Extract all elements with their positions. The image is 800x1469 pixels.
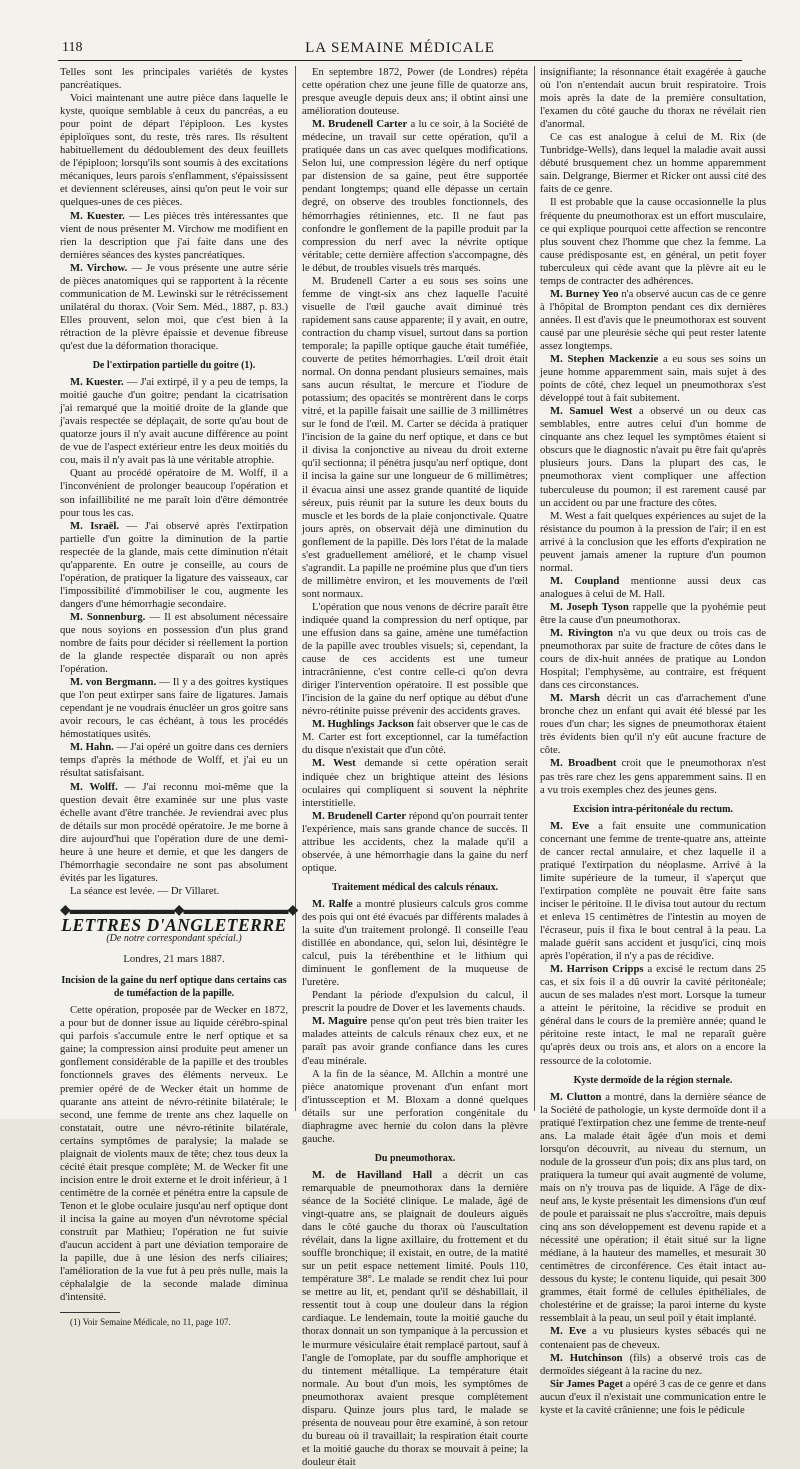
section-title: Du pneumothorax. xyxy=(374,1152,456,1164)
paragraph: Pendant la période d'expulsion du calcul, il prescrit la poudre de Dover et les lavements chauds. xyxy=(302,989,528,1015)
speaker-name: M. Maguire xyxy=(312,1015,368,1028)
paragraph: Ce cas est analogue à celui de M. Rix (de Tunbridge-Wells), dans lequel la maladie avait aussi débuté brusquement chez un homme apparemment sain. Delgrange, Biermer et Ricker ont aussi cité des faits de ce genre. xyxy=(540,131,766,196)
paragraph: insignifiante; la résonnance était exagérée à gauche où l'on n'entendait aucun bruit respiratoire. Trois mois après la date de la première consultation, l'examen du côté gauche du thorax ne révélait rien d'anormal. xyxy=(540,66,766,131)
paragraph-text: a montré, dans la dernière séance de la Société de pathologie, un kyste dermoïde dont il a pratiqué l'extirpation chez une femme de trente-neuf ans. La malade était âgée d'un mois et demi lorsqu'on découvrit, au niveau du sternum, un nodule de la grosseur d'un pois; dix ans plus tard, on pratiquera la tumeur qui avait augmenté de volume, mais on n'y trouva pas de liquide. A l'âge de dix-neuf ans, le kyste présentait les dimensions d'un œuf de poule et paraissait ne plus s'accroître, mais depuis cinq ans son développement est devenu rapide et a nécessité une opération; il était situé sur la ligne médiane, à la hauteur des mamelles, et mesurait 30 centimètres de circonférence. Ces était intact au-dessous du kyste; le contenu liquide, qui pesait 300 grammes, était formé de cellules épithéliales, de cholestérine et de graisse; la paroi interne du kyste ressemblait à la peau, un seul poil y était implanté. xyxy=(540,1090,767,1325)
speaker-name: M. Hutchinson xyxy=(550,1351,623,1364)
paragraph-text: — Je vous présente une autre série de pièces anatomiques qui se rapportent à la récente communication de M. Lewinski sur le rétrécissement unilatéral du thorax. (Voir Sem. Méd., 1887, p. 83.) Elles prouvent, selon moi, que c'est bien à la rétraction de la plèvre épaissie et devenue fibreuse qu'est due la déformation thoracique. xyxy=(60,261,289,352)
running-head-title: LA SEMAINE MÉDICALE xyxy=(305,40,495,56)
paragraph xyxy=(60,262,288,353)
speaker-name: M. Brudenell Carter xyxy=(312,809,407,822)
section-banner: LETTRES D'ANGLETERRE xyxy=(61,915,287,935)
paragraph xyxy=(302,757,528,809)
paragraph xyxy=(540,1325,766,1351)
header-rule xyxy=(58,60,742,61)
paragraph xyxy=(302,1015,528,1067)
paragraph: M. Brudenell Carter a eu sous ses soins une femme de vingt-six ans chez laquelle l'acuité visuelle de l'œil gauche avait diminué très rapidement sans cause apparente; il y avait, en outre, contraction du champ visuel, surtout dans sa portion temporale; la papille optique gauche était tuméfiée, couverte de petites hémorrhagies. L'œil droit était normal. On donna pendant plusieurs semaines, mais sans aucun résultat, le mercure et l'iodure de potassium; des opacités se montrèrent dans le corps vitré, et la papille faisait une saillie de 3 millimètres sur le fond de l'œil. M. Carter se décida à pratiquer l'incision de la gaine du nerf optique, et dans ce but il divisa la conjonctive au niveau du droit externe qu'il sectionna; il pénétra jusqu'au nerf optique, dont il incisa la gaine sur une longueur de 6 millimètres; il évacua ainsi une assez grande quantité de liquide séreux, puis réunit par la suture les deux bouts du muscle et les bords de la plaie conjonctivale. Quatre jours après, on observait déjà une diminution du gonflement de la papille. Dès lors l'état de la malade s'est graduellement amélioré, et le champ visuel s'agrandit. La papille ne proémine plus que d'un tiers de millimètre environ, et les mouvements de l'œil sont normaux. xyxy=(302,274,528,600)
speaker-name: M. Kuester. xyxy=(70,376,124,389)
paragraph xyxy=(540,601,766,627)
paragraph: Il est probable que la cause occasionnelle la plus fréquente du pneumothorax est un effort musculaire, ce qui explique pourquoi cette affection se rencontre plus souvent chez l'homme que chez la femme. La cause prédisposante est, en général, un petit foyer tuberculeux qui cède avant que la plèvre ait eu le temps de contracter des adhérences. xyxy=(540,196,766,287)
paragraph xyxy=(60,520,288,611)
speaker-name: M. Eve xyxy=(550,819,590,832)
speaker-name: M. Eve xyxy=(550,1325,587,1338)
dateline: Londres, 21 mars 1887. xyxy=(123,953,225,966)
paragraph-text: décrit un cas d'arrachement d'une bronche chez un enfant qui avait été blessé par les roues d'un char; les signes de pneumothorax étaient très évidents bien qu'il n'y eût aucune fracture de côte. xyxy=(540,692,766,757)
paragraph-text: — Il y a des goitres kystiques que l'on peut extirper sans faire de ligatures. Jamais cependant je ne voudrais énucléer un gros goitre sans avoir recours, le cas échéant, à tous les procédés hémostatiques usités. xyxy=(60,676,289,741)
speaker-name: M. Hughlings Jackson xyxy=(312,718,414,731)
column-3 xyxy=(540,66,767,1416)
section-title: Excision intra-péritonéale du rectum. xyxy=(573,803,733,815)
paragraph xyxy=(540,627,766,692)
paragraph xyxy=(302,810,528,875)
paragraph-text: a décrit un cas remarquable de pneumothorax dans la dernière séance de la Société clinique. Le malade, âgé de vingt-quatre ans, se plaignait de douleurs aiguës dans le côté gauche du thorax où l'auscultation révélait, dans la ligne axillaire, du frottement et du souffle bronchique; il existait, en outre, de la matité sur un petit espace nettement limité. Pouls 110, température 38°. Le malade se rendit chez lui pour se mettre au lit, et, pendant qu'il se déshabillait, il ressentit tout à coup une douleur dans la région cardiaque. Le lendemain, toute la moitié gauche du thorax donnait un son tympanique à la percussion et le murmure vésiculaire était remplacé partout, sauf à l'angle de l'omoplate, par du souffle amphorique et du tintement métallique. La température était normale. Au bout d'un mois, les symptômes de pneumothorax avaient presque complètement disparu. Quinze jours plus tard, le malade se présenta de nouveau pour être examiné, à son retour du bureau où il travaillait; la respiration était courte et la moitié gauche du thorax se mouvait à peine; la douleur était xyxy=(302,1168,529,1468)
paragraph xyxy=(60,781,288,885)
speaker-name: Sir James Paget xyxy=(550,1377,624,1390)
paragraph: Quant au procédé opératoire de M. Wolff, il a l'inconvénient de prolonger beaucoup l'opération et son infaillibilité ne me paraît loin d'être démontrée pour tous les cas. xyxy=(60,467,288,519)
paragraph-text: a eu sous ses soins un jeune homme apparemment sain, mais sujet à des points de côté, chez lequel un pneumothorax s'est développé tout à fait subitement. xyxy=(540,353,767,405)
speaker-name: M. Coupland xyxy=(550,574,620,587)
paragraph xyxy=(60,611,288,676)
column-2 xyxy=(302,66,529,1468)
paragraph-text: a opéré 3 cas de ce genre et dans aucun d'eux il n'existait une communication entre le kyste et la cavité crânienne; une fois le pédicule xyxy=(540,1377,766,1416)
speaker-name: M. Ralfe xyxy=(312,897,353,910)
speaker-name: M. Virchow. xyxy=(70,261,128,274)
paragraph-text: a observé un ou deux cas semblables, entre autres celui d'un homme de cinquante ans chez lequel les symptômes étaient si obscurs que le diagnostic n'avait pu être fait qu'après plusieurs jours. Dans la plupart des cas, le pneumothorax vient compliquer une affection tuberculeuse du poumon; il est rarement causé par un accident ou par une fracture des côtes. xyxy=(540,405,766,509)
speaker-name: M. Joseph Tyson xyxy=(550,600,629,613)
paragraph-text: n'a vu que deux ou trois cas de pneumothorax par suite de fracture de côtes dans le cours de dix-huit années de pratique au London Hospital; l'emphysème, au contraire, est fréquent dans ces circonstances. xyxy=(540,627,766,692)
paragraph-text: (fils) a observé trois cas de dermoïdes siégeant à la racine du nez. xyxy=(540,1351,766,1377)
ornamental-divider: ◆▬▬▬▬▬▬▬▬◆▬▬▬▬▬▬▬▬◆ xyxy=(60,902,298,918)
speaker-name: M. Sonnenburg. xyxy=(70,610,146,623)
speaker-name: M. Harrison Cripps xyxy=(550,963,644,976)
paragraph xyxy=(540,353,766,405)
column-rule-2 xyxy=(534,66,535,1111)
speaker-name: M. Brudenell Carter xyxy=(312,118,408,131)
paragraph xyxy=(540,1352,766,1378)
speaker-name: M. West xyxy=(312,757,356,770)
paragraph-text: a montré plusieurs calculs gros comme des pois qui ont été évacués par différents malades à la suite d'un traitement prolongé. Il conseille l'eau distillée en abondance, qui, selon lui, désintègre le calcul, puis la térébenthine et le lithium qui diminuent le gonflement de la muqueuse de l'uretère. xyxy=(302,897,529,989)
paragraph-text: rappelle que la pyohémie peut être la cause d'un pneumothorax. xyxy=(540,600,767,626)
speaker-name: M. Wolff. xyxy=(70,780,118,793)
paragraph-text: — Il est absolument nécessaire que nous soyions en possession d'un plus grand nombre de faits pour décider si réellement la portion de la glande respectée disparaît ou non après l'opération. xyxy=(60,610,288,676)
speaker-name: M. von Bergmann. xyxy=(70,676,157,689)
paragraph-text: a vu plusieurs kystes sébacés qui ne contenaient pas de cheveux. xyxy=(540,1325,767,1351)
paragraph xyxy=(60,676,288,741)
paragraph: M. West a fait quelques expériences au sujet de la résistance du poumon à la pression de l'air; il en est arrivé à la conclusion que les efforts d'expiration ne peuvent jamais amener la rupture d'un poumon normal. xyxy=(540,509,766,574)
paragraph xyxy=(60,376,288,467)
speaker-name: M. Clutton xyxy=(550,1090,602,1103)
speaker-name: M. Hahn. xyxy=(70,741,114,754)
paragraph xyxy=(540,692,766,757)
speaker-name: M. Rivington xyxy=(550,627,613,640)
paragraph-text: répond qu'on pourrait tenter l'expérience, mais sans grande chance de succès. Il attribue les accidents, chez la malade qu'il a observée, à une hémorrhagie dans la gaine du nerf optique. xyxy=(302,809,529,874)
column-1 xyxy=(60,66,298,1328)
paragraph xyxy=(302,118,528,275)
paragraph-text: — Les pièces très intéressantes que vient de nous présenter M. Virchow me modifient en rien la description que j'ai faite dans une des dernières séances des kystes pancréatiques. xyxy=(60,209,289,261)
paragraph xyxy=(302,898,528,989)
paragraph-text: a lu ce soir, à la Société de médecine, un travail sur cette opération, qu'il a pratiquée dans un cas avec quelques modifications. Selon lui, une compression légère du nerf optique par distension de sa gaine, peut être supportée pendant longtemps; quand elle dépasse un certain degré, on observe des troubles fonctionnels, des hémorrhagies rétiniennes, etc. Il ne faut pas confondre le gonflement de la papille produit par la compression du nerf avec la névrite optique véritable; cette dernière affection s'accompagne, dès le début, de troubles visuels très marqués. xyxy=(302,118,528,274)
paragraph-text: pense qu'on peut très bien traiter les malades atteints de calculs rénaux chez eux, et ne paraît pas avoir grande confiance dans les cures d'eau minérale. xyxy=(302,1015,528,1067)
paragraph xyxy=(540,288,766,353)
speaker-name: M. Israël. xyxy=(70,519,120,532)
paragraph-text: croit que le pneumothorax n'est pas très rare chez les gens apparemment sains. Il en a vu trois exemples chez des jeunes gens. xyxy=(540,757,766,796)
footnote: (1) Voir Semaine Médicale, no 11, page 107. xyxy=(70,1317,231,1328)
paragraph: A la fin de la séance, M. Allchin a montré une pièce anatomique provenant d'un enfant mort d'intussception et M. Bloxam a donné quelques détails sur une perforation congénitale du diaphragme avec hernie du colon dans la plèvre gauche. xyxy=(302,1067,528,1145)
paragraph-text: — J'ai opéré un goitre dans ces derniers temps d'après la méthode de Wolff, et j'ai eu un résultat satisfaisant. xyxy=(60,741,288,780)
section-title: Traitement médical des calculs rénaux. xyxy=(331,881,499,893)
paragraph xyxy=(540,575,766,601)
paragraph xyxy=(540,757,766,796)
speaker-name: M. Kuester. xyxy=(70,209,125,222)
paragraph-text: a excisé le rectum dans 25 cas, et six fois il a dû ouvrir la cavité péritonéale; aucun de ses malades n'est mort. Lorsque la tumeur a atteint le péritoine, la récidive se produit en général dans le cours de la première année; quand le péritoine reste intact, le mal ne reparaît guère qu'après deux ou trois ans, et alors on a encore la ressource de la colotomie. xyxy=(540,963,766,1067)
section-title: Incision de la gaine du nerf optique dans certains cas de tuméfaction de la papille. xyxy=(61,975,287,1000)
paragraph-text: — J'ai extirpé, il y a peu de temps, la moitié gauche d'un goitre; pendant la cicatrisation j'ai remarqué que la moitié droite de la glande que j'avais respectée se déplaçait, de sorte qu'au bout de quatorze jours il n'y avait aucune différence au point de vue de l'aspect extérieur entre les deux moitiés du cou, mais il n'y avait pas là une véritable atrophie. xyxy=(60,376,289,467)
paragraph xyxy=(540,405,766,509)
paragraph: En septembre 1872, Power (de Londres) répéta cette opération chez une jeune fille de quatorze ans, presque aveugle depuis deux ans; il obtint ainsi une amélioration douteuse. xyxy=(302,66,528,118)
paragraph xyxy=(302,1169,528,1469)
paragraph-text: fait observer que le cas de M. Carter est fort exceptionnel, car la tuméfaction du disque n'existait que d'un côté. xyxy=(302,718,529,757)
speaker-name: M. Broadbent xyxy=(550,757,617,770)
speaker-name: M. Burney Yeo xyxy=(550,287,619,300)
paragraph xyxy=(540,1091,766,1326)
speaker-name: M. Samuel West xyxy=(550,405,633,418)
paragraph xyxy=(540,820,766,964)
paragraph: Voici maintenant une autre pièce dans laquelle le kyste, quoique semblable à ceux du pancréas, a eu pour point de départ l'épiploon. Les kystes épiploïques sont, du reste, très rares. Ils résultent habituellement du dédoublement des deux feuillets de l'épiploon; lorsqu'ils sont soumis à des excitations mécaniques, leurs parois s'enflamment, s'épaississent et deviennent scléreuses, ainsi qu'on peut le voir sur quelques-unes de ces pièces. xyxy=(60,92,288,209)
column-rule-1 xyxy=(295,66,296,1111)
paragraph-text: — J'ai observé après l'extirpation partielle d'un goitre la diminution de la partie respectée de la glande, mais cette diminution n'était qu'apparente. En outre je conseille, au cours de l'opération, de pratiquer la ligature des vaisseaux, car l'impossibilité d'immobiliser le cou, augmente les dangers d'une hémorrhagie secondaire. xyxy=(60,519,288,610)
paragraph-text: — J'ai reconnu moi-même que la question devait être examinée sur une plus vaste échelle avant d'être tranchée. Je reviendrai avec plus de détails sur mon procédé opératoire. Je me borne à dire aujourd'hui que l'opération dure de une demi-heure à une heure et demie, et que les dangers de l'hémorrhagie secondaire ne sont pas absolument évités par les ligatures. xyxy=(60,780,288,884)
paragraph xyxy=(540,963,766,1067)
closing-signature: La séance est levée. — Dr Villaret. xyxy=(70,884,220,897)
paragraph: L'opération que nous venons de décrire paraît être indiquée quand la compression du nerf optique, par une effusion dans sa gaine, amène une tuméfaction de la papille avec troubles visuels; si, cependant, la cause de ces accidents est une tumeur intracrânienne, c'est contre celle-ci qu'on devra diriger l'intervention opératoire. Il est possible que l'incision de la gaine du nerf optique au début d'une névro-rétinite puisse prévenir des accidents graves. xyxy=(302,600,528,718)
paragraph: Cette opération, proposée par de Wecker en 1872, a pour but de donner issue au liquide cérébro-spinal qui parfois s'accumule entre le nerf optique et sa gaine; la compression ainsi produite peut amener un gonflement considérable de la papille et des troubles fonctionnels graves des éléments nerveux. Le premier opéré de de Wecker était un homme de quarante ans atteint de névro-rétinite bilatérale; le second, une femme de trente ans chez laquelle on constatait, outre une névro-rétinite bilatérale, certains symptômes de paralysie; la malade se plaignait de violents maux de tête; chez tous deux la cécité était presque complète; M. de Wecker fit une incision entre le droit externe et le droit inférieur, à 1 centimètre de la cornée et pénétra entre la capsule de Tenon et le globe oculaire jusqu'au nerf optique dont il incisa la gaine au moyen d'un névrotome spécial construit par Mathieu; l'opération ne fut suivie d'aucun accident à part une déviation temporaire de la papille, due à une lésion des nerfs ciliaires; l'amélioration de la vue fut à peu près nulle, mais la céphalalgie de la seconde malade diminua d'intensité. xyxy=(60,1004,288,1304)
section-title: De l'extirpation partielle du goitre (1). xyxy=(92,360,256,372)
speaker-name: M. Marsh xyxy=(550,692,600,705)
paragraph xyxy=(302,718,528,757)
paragraph-text: a fait ensuite une communication concernant une femme de trente-quatre ans, atteinte de cancer rectal annulaire, et chez laquelle il a pratiqué l'extirpation du néoplasme. Arrivé à la limite supérieure de la tumeur, il s'aperçut que l'extirpation complète ne pouvait être faite sans inciser le péritoine. Il le divisa tout autour du rectum et enleva 15 centimètres de l'intestin au moyen de l'écraseur, puis il fixa le bout central à la peau. La malade guérit sans accident et jusqu'ici, cinq mois après l'opération, il n'y a pas de récidive. xyxy=(540,819,766,963)
paragraph xyxy=(60,210,288,262)
footnote-rule xyxy=(60,1312,120,1313)
paragraph-text: mentionne aussi deux cas analogues à celui de M. Hall. xyxy=(540,574,766,600)
paragraph xyxy=(60,741,288,780)
paragraph-text: n'a observé aucun cas de ce genre à l'hôpital de Brompton pendant ces dix dernières années. Il est d'avis que le pneumothorax est souvent causé par une pleurésie sèche qui peut rester latente assez longtemps. xyxy=(540,287,767,352)
paragraph xyxy=(540,1378,766,1417)
speaker-name: M. de Havilland Hall xyxy=(312,1168,433,1181)
banner-subtitle: (De notre correspondant spécial.) xyxy=(106,933,242,945)
paragraph: Telles sont les principales variétés de kystes pancréatiques. xyxy=(60,66,288,92)
paragraph-text: demande si cette opération serait indiquée chez un brightique atteint des lésions oculaires qui compliquent si souvent la néphrite interstitielle. xyxy=(302,757,529,809)
section-title: Kyste dermoïde de la région sternale. xyxy=(573,1074,733,1086)
speaker-name: M. Stephen Mackenzie xyxy=(550,353,659,366)
page-number: 118 xyxy=(62,40,83,55)
